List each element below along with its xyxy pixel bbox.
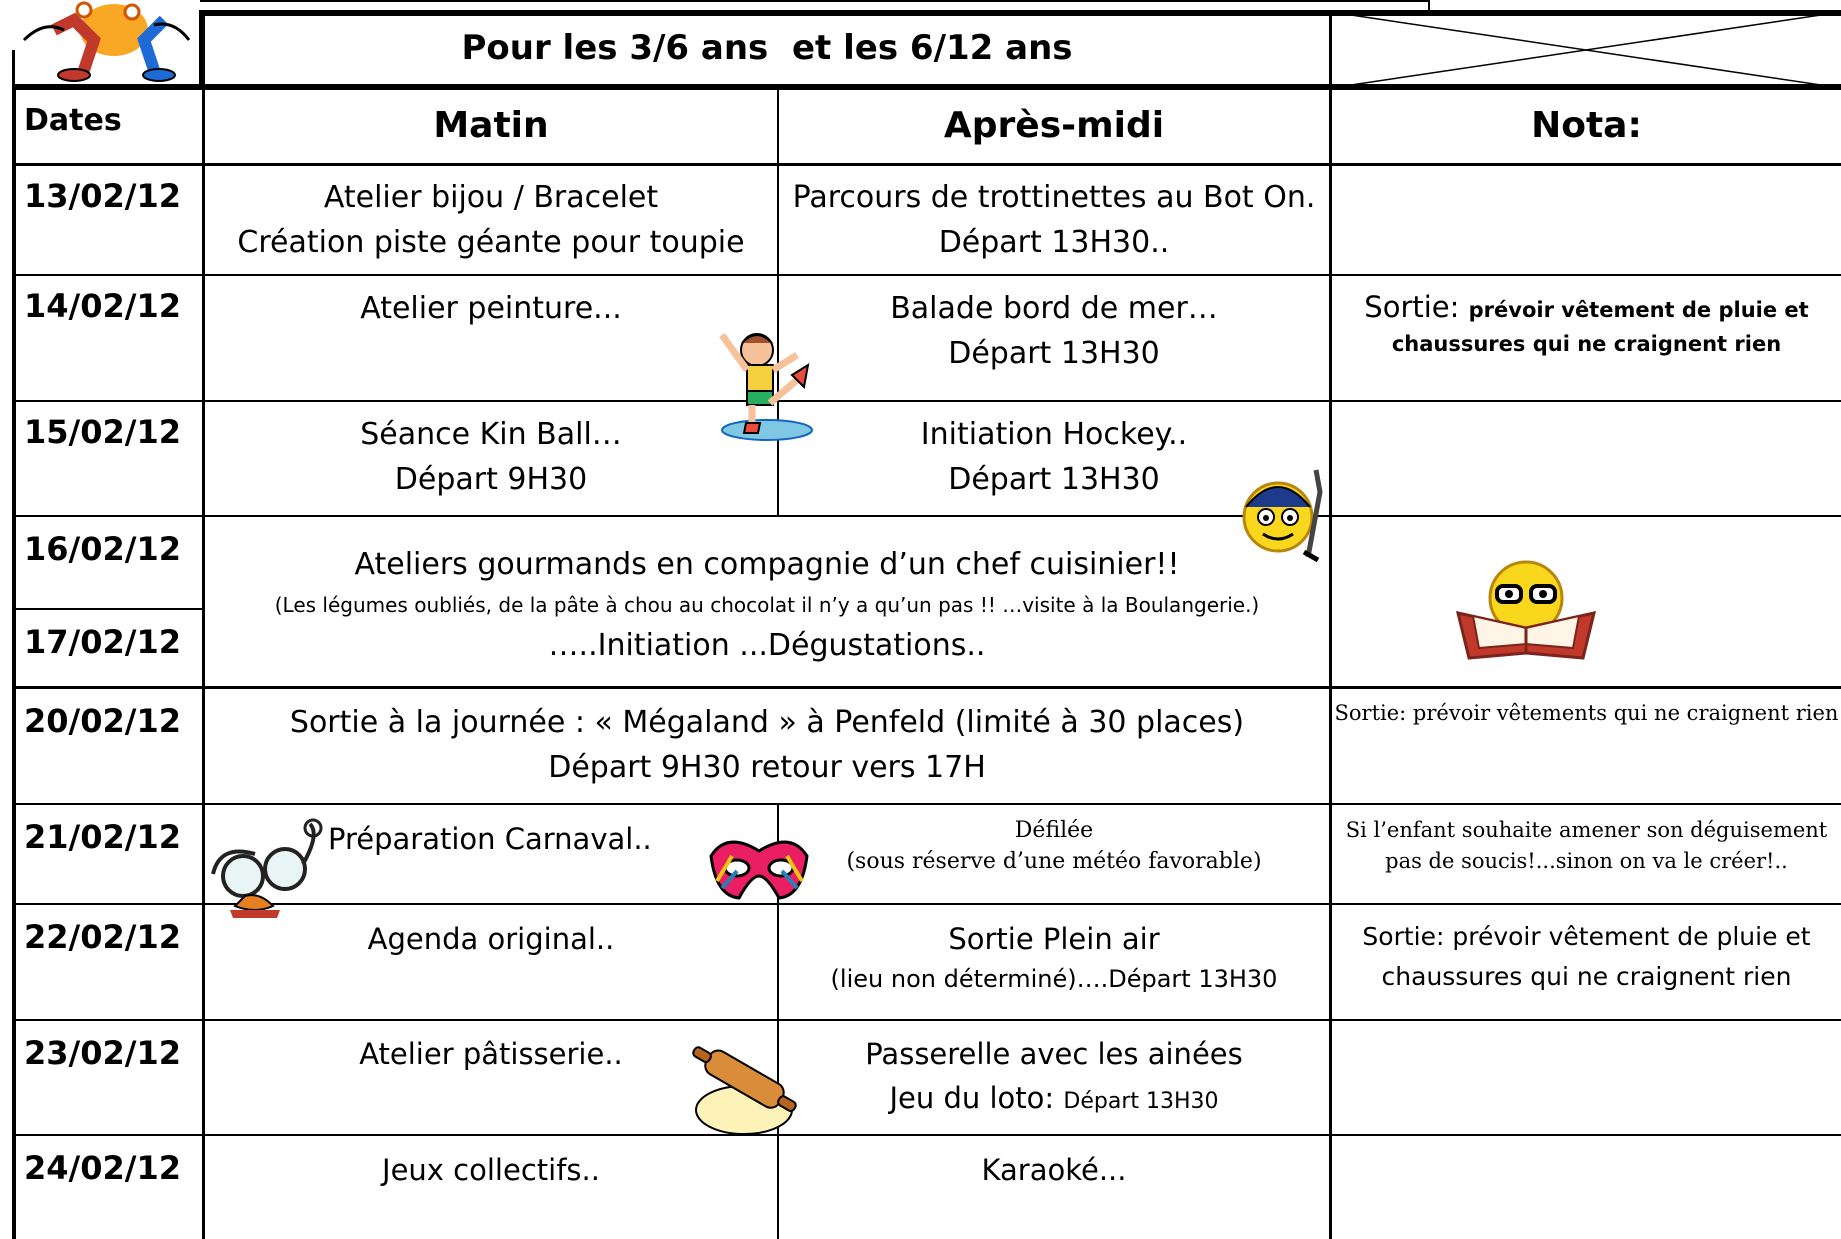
- date-cell: 20/02/12: [24, 702, 181, 740]
- date-cell: 16/02/12: [24, 530, 181, 568]
- dates-header: Dates: [24, 103, 122, 138]
- reading-emoji-icon: [1453, 558, 1599, 664]
- activity-line: (sous réserve d’une météo favorable): [846, 849, 1262, 874]
- date-cell: 22/02/12: [24, 918, 181, 956]
- activity-line: Préparation Carnaval..: [328, 822, 652, 856]
- kids-logo-icon: [14, 0, 200, 84]
- matin-cell: [205, 286, 777, 331]
- activity-line: Sortie à la journée : « Mégaland » à Penfeld (limité à 30 places): [289, 705, 1245, 740]
- activity-line: Départ 13H30..: [938, 225, 1170, 260]
- splashing-kid-icon: [712, 325, 824, 445]
- activity-line: Parcours de trottinettes au Bot On.: [792, 180, 1316, 215]
- apres-cell: [779, 1032, 1329, 1124]
- apres-cell: [779, 815, 1329, 877]
- rolling-pin-icon: [684, 1040, 804, 1138]
- activity-line: Agenda original..: [367, 922, 615, 956]
- apres-cell: [779, 1148, 1329, 1192]
- nota-text: Sortie:: [1364, 290, 1469, 324]
- apres-cell: [779, 286, 1329, 376]
- activity-line: Départ 13H30: [1063, 1089, 1219, 1114]
- apres-midi-header: Après-midi: [943, 105, 1165, 146]
- date-cell: 14/02/12: [24, 287, 181, 325]
- nota-cell: [1332, 815, 1841, 877]
- date-cell: 23/02/12: [24, 1034, 181, 1072]
- crossed-box: [1331, 12, 1841, 88]
- hockey-emoji-icon: [1238, 462, 1330, 562]
- date-cell: 13/02/12: [24, 177, 181, 215]
- nota-text: pas de soucis!...sinon on va le créer!..: [1385, 849, 1788, 873]
- activity-line: Atelier bijou / Bracelet: [323, 180, 659, 215]
- activity-line: …..Initiation ...Dégustations..: [548, 628, 986, 663]
- date-cell: 24/02/12: [24, 1149, 181, 1187]
- activity-line: Création piste géante pour toupie: [237, 225, 745, 260]
- activity-line: Atelier pâtisserie..: [359, 1037, 623, 1071]
- activity-line: Départ 13H30: [948, 462, 1160, 497]
- activity-line: Karaoké...: [981, 1153, 1127, 1187]
- activity-line: Passerelle avec les ainées: [865, 1037, 1243, 1071]
- activity-line: Atelier peinture...: [360, 291, 622, 326]
- nota-text: prévoir vêtement de pluie et: [1468, 298, 1809, 322]
- activity-line: Ateliers gourmands en compagnie d’un chef cuisinier!!: [354, 547, 1180, 582]
- activity-line: Jeux collectifs..: [382, 1153, 600, 1187]
- apres-cell: [779, 175, 1329, 265]
- nota-cell: [1332, 701, 1841, 725]
- matin-cell: [205, 1148, 777, 1192]
- matin-cell: [205, 175, 777, 265]
- matin-cell: [205, 917, 777, 961]
- page-title: Pour les 3/6 ans et les 6/12 ans: [461, 28, 1073, 68]
- apres-cell: [779, 917, 1329, 997]
- activity-line: Départ 9H30 retour vers 17H: [548, 750, 986, 785]
- nota-text: chaussures qui ne craignent rien: [1391, 332, 1782, 356]
- activity-line: Défilée: [1014, 818, 1094, 843]
- matin-header: Matin: [433, 105, 549, 146]
- activity-line: (Les légumes oubliés, de la pâte à chou au chocolat il n’y a qu’un pas !! …visite à la Boulangerie.): [274, 593, 1260, 617]
- date-cell: 15/02/12: [24, 413, 181, 451]
- nota-cell: [1332, 288, 1841, 359]
- funny-glasses-icon: [205, 814, 323, 922]
- matin-cell: [205, 412, 777, 502]
- activity-line: Balade bord de mer…: [890, 291, 1218, 326]
- carnival-mask-icon: [707, 826, 811, 910]
- date-cell: 17/02/12: [24, 623, 181, 661]
- activity-line: Départ 13H30: [948, 336, 1160, 371]
- nota-text: Si l’enfant souhaite amener son déguisement: [1345, 818, 1828, 842]
- merged-activity-cell: [205, 542, 1329, 668]
- activity-line: Départ 9H30: [394, 462, 588, 497]
- merged-activity-cell: [205, 700, 1329, 790]
- nota-text: chaussures qui ne craignent rien: [1381, 962, 1792, 991]
- date-cell: 21/02/12: [24, 818, 181, 856]
- activity-line: (lieu non déterminé)….Départ 13H30: [830, 965, 1278, 993]
- nota-text: Sortie: prévoir vêtements qui ne craignent rien: [1334, 701, 1839, 725]
- activity-line: Jeu du loto:: [889, 1081, 1064, 1115]
- nota-header: Nota:: [1531, 105, 1642, 146]
- activity-line: Initiation Hockey..: [920, 417, 1188, 452]
- activity-line: Sortie Plein air: [948, 922, 1160, 956]
- nota-cell: [1332, 917, 1841, 997]
- nota-text: Sortie: prévoir vêtement de pluie et: [1362, 922, 1811, 951]
- activity-line: Séance Kin Ball…: [360, 417, 622, 452]
